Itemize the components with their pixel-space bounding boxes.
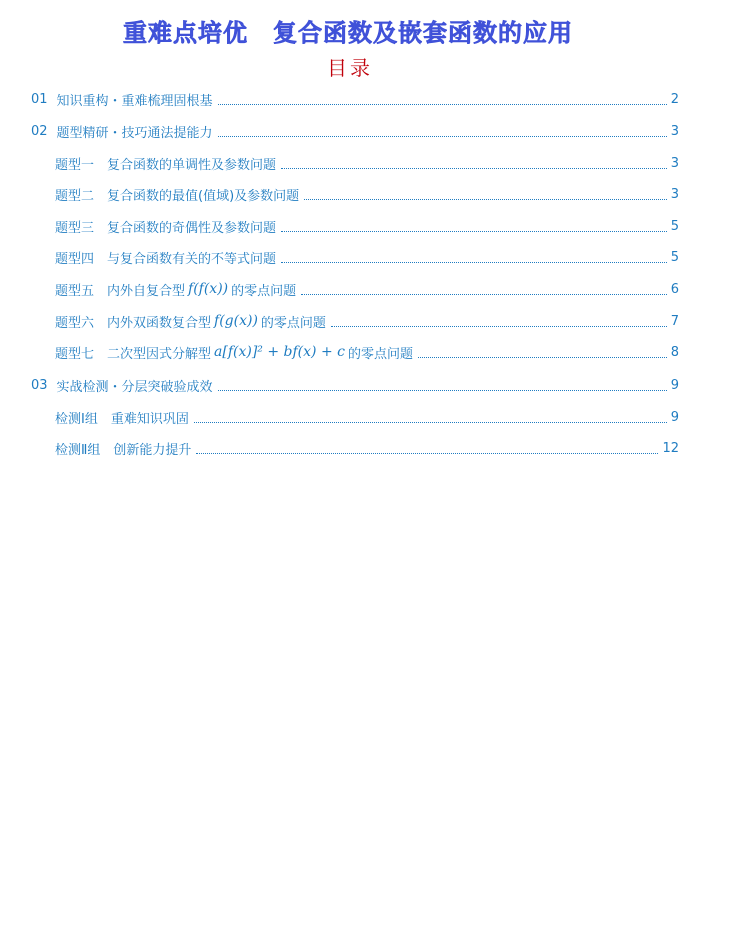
toc-entry-label: 题型精研・技巧通法提能力 (56, 125, 213, 141)
toc-entry-page: 5 (670, 218, 679, 234)
toc-entry-formula: f(f(x)) (188, 281, 229, 297)
toc-entry-label: 检测Ⅰ组 重难知识巩固 (55, 411, 189, 427)
toc-entry-page: 9 (670, 377, 679, 393)
page-title: 重难点培优 复合函数及嵌套函数的应用 (123, 19, 573, 47)
toc-entry-label: 检测Ⅱ组 创新能力提升 (55, 442, 192, 458)
toc-entry-type-3[interactable] (55, 215, 679, 237)
toc-entry-part-01[interactable] (31, 88, 679, 110)
toc-entry-page: 3 (670, 186, 679, 202)
toc-entry-type-4[interactable] (55, 246, 679, 268)
dot-leader (281, 231, 667, 232)
toc-entry-label: 题型四 与复合函数有关的不等式问题 (55, 251, 277, 267)
toc-entry-formula: f(g(x)) (214, 313, 258, 329)
toc-entry-type-5[interactable] (55, 278, 679, 300)
toc-entry-label: 题型七 二次型因式分解型 (55, 346, 212, 362)
toc-entry-label: 题型五 内外自复合型 (55, 283, 186, 299)
dot-leader (218, 390, 667, 391)
toc-entry-formula: a[f(x)]² + bf(x) + c (214, 344, 345, 360)
toc-entry-label: 知识重构・重难梳理固根基 (56, 93, 213, 109)
toc-entry-page: 2 (670, 91, 679, 107)
toc-entry-type-1[interactable] (55, 152, 679, 174)
toc-entry-type-6[interactable] (55, 310, 679, 332)
toc-entry-page: 7 (670, 313, 679, 329)
dot-leader (196, 453, 658, 454)
toc-entry-label-tail: 的零点问题 (260, 315, 326, 331)
dot-leader (194, 422, 667, 423)
toc-entry-type-7[interactable] (55, 341, 679, 363)
toc-entry-page: 12 (662, 440, 679, 456)
dot-leader (218, 136, 667, 137)
toc-entry-type-2[interactable] (55, 183, 679, 205)
toc-entry-part-03[interactable] (31, 374, 679, 396)
toc-entry-test-group-1[interactable] (55, 406, 679, 428)
toc-entry-label: 题型六 内外双函数复合型 (55, 315, 212, 331)
toc-entry-page: 5 (670, 249, 679, 265)
toc-entry-page: 8 (670, 344, 679, 360)
toc-entry-part-02[interactable] (31, 120, 679, 142)
dot-leader (304, 199, 667, 200)
toc-entry-label-tail: 的零点问题 (347, 346, 413, 362)
dot-leader (418, 357, 667, 358)
toc-entry-page: 6 (670, 281, 679, 297)
toc-entry-label: 题型一 复合函数的单调性及参数问题 (55, 157, 277, 173)
toc-entry-label-tail: 的零点问题 (231, 283, 297, 299)
dot-leader (281, 168, 667, 169)
toc-entry-label: 题型三 复合函数的奇偶性及参数问题 (55, 220, 277, 236)
dot-leader (281, 262, 667, 263)
toc-entry-label: 题型二 复合函数的最值(值域)及参数问题 (55, 188, 300, 204)
dot-leader (331, 326, 667, 327)
toc-entry-page: 3 (670, 155, 679, 171)
toc-heading: 目录 (327, 56, 373, 80)
toc-entry-test-group-2[interactable] (55, 437, 679, 459)
dot-leader (301, 294, 667, 295)
dot-leader (218, 104, 667, 105)
toc-entry-page: 3 (670, 123, 679, 139)
toc-entry-number: 03 (31, 377, 48, 393)
toc-entry-number: 02 (31, 123, 48, 139)
toc-entry-label: 实战检测・分层突破验成效 (56, 379, 213, 395)
toc-entry-page: 9 (670, 409, 679, 425)
toc-entry-number: 01 (31, 91, 48, 107)
